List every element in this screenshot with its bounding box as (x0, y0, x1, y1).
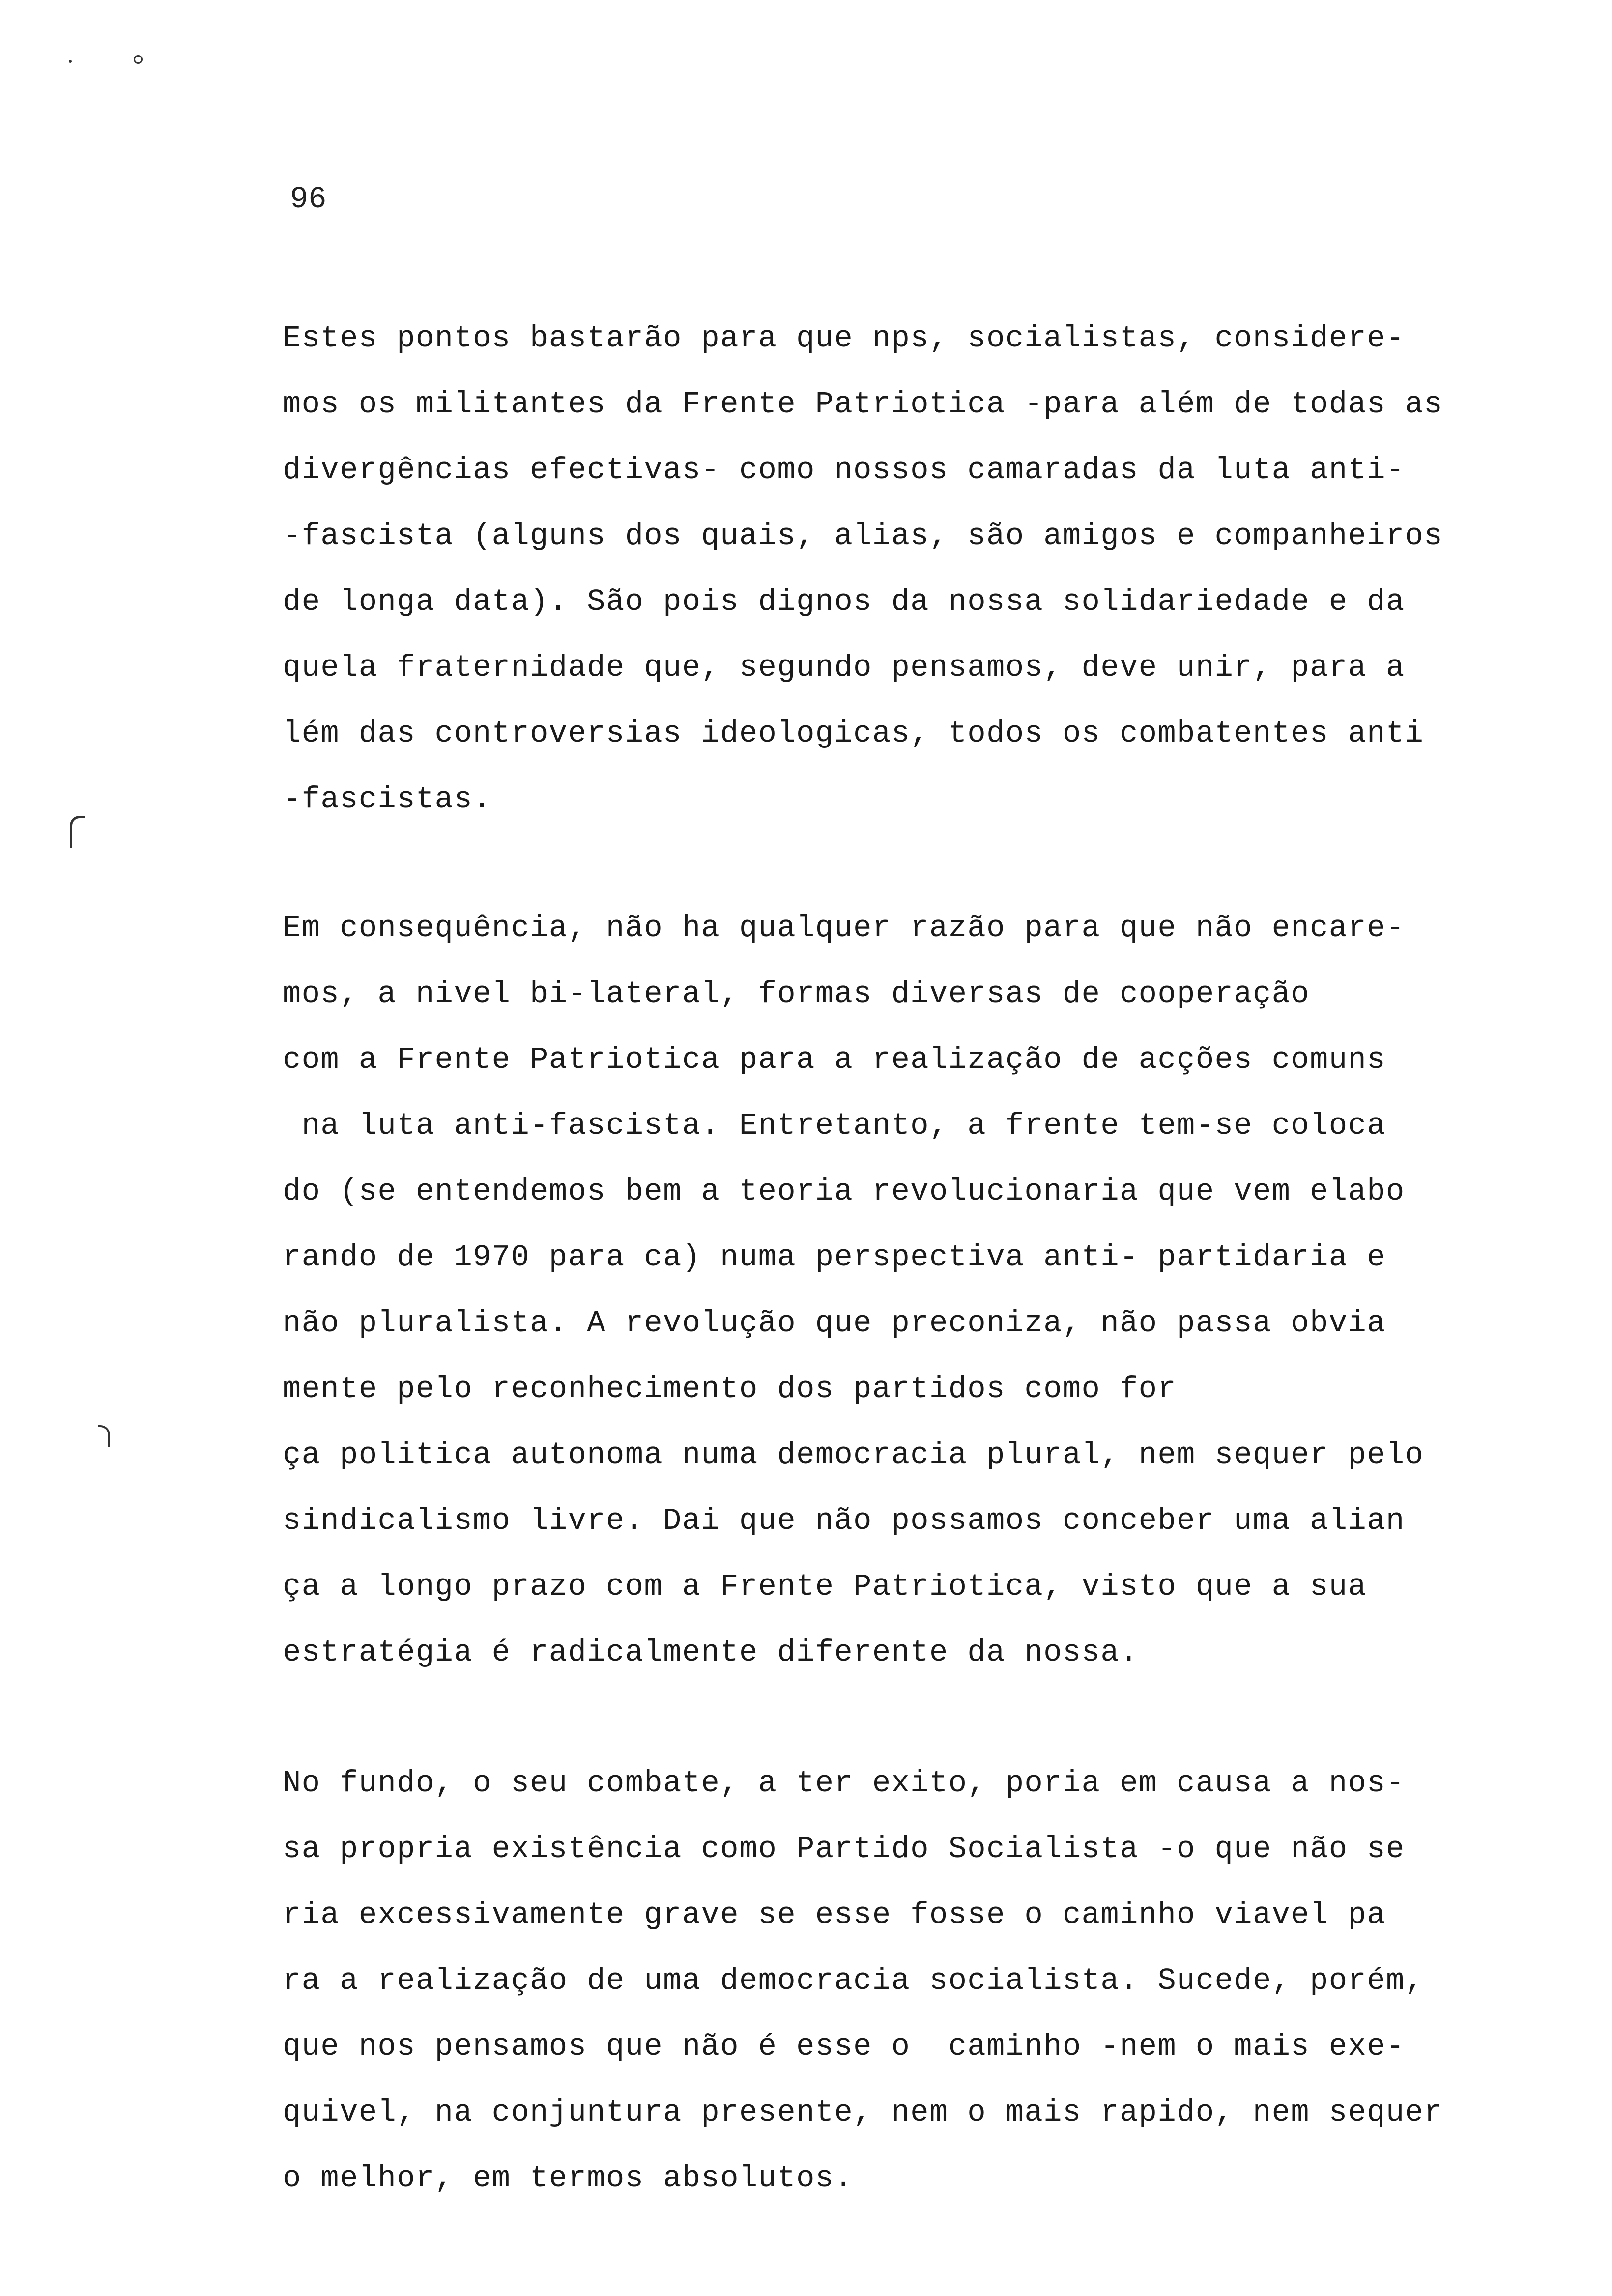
text-line: do (se entendemos bem a teoria revolucionaria que vem elabo (283, 1174, 1405, 1209)
stray-mark-dot (69, 60, 72, 63)
text-line: No fundo, o seu combate, a ter exito, poria em causa a nos- (283, 1766, 1405, 1801)
text-line: ra a realização de uma democracia socialista. Sucede, porém, (283, 1963, 1424, 1998)
paragraph (283, 895, 1492, 1686)
text-line: com a Frente Patriotica para a realização de acções comuns (283, 1042, 1386, 1077)
text-line: -fascistas. (283, 782, 492, 817)
text-line: Estes pontos bastarão para que nps, socialistas, considere- (283, 321, 1405, 356)
text-line: ça politica autonoma numa democracia plural, nem sequer pelo (283, 1437, 1424, 1472)
text-line: mos os militantes da Frente Patriotica -para além de todas as (283, 387, 1443, 422)
text-line: não pluralista. A revolução que preconiza, não passa obvia (283, 1306, 1386, 1341)
text-line: sa propria existência como Partido Socialista -o que não se (283, 1832, 1405, 1866)
text-line: de longa data). São pois dignos da nossa solidariedade e da (283, 584, 1405, 619)
stray-mark-circle (134, 55, 143, 64)
text-line: ria excessivamente grave se esse fosse o caminho viavel pa (283, 1897, 1386, 1932)
page-number: 96 (290, 182, 327, 217)
text-line: rando de 1970 para ca) numa perspectiva anti- partidaria e (283, 1240, 1386, 1275)
text-line: ça a longo prazo com a Frente Patriotica, visto que a sua (283, 1569, 1367, 1604)
text-line: estratégia é radicalmente diferente da nossa. (283, 1635, 1139, 1670)
paragraph (283, 306, 1492, 832)
paragraph (283, 1751, 1492, 2211)
stray-mark-hook (98, 1425, 110, 1447)
text-line: mente pelo reconhecimento dos partidos como for (283, 1372, 1177, 1406)
text-line: -fascista (alguns dos quais, alias, são amigos e companheiros (283, 518, 1443, 553)
text-line: que nos pensamos que não é esse o caminho -nem o mais exe- (283, 2029, 1405, 2064)
text-line: quela fraternidade que, segundo pensamos, deve unir, para a (283, 650, 1405, 685)
text-line: o melhor, em termos absolutos. (283, 2161, 854, 2196)
text-line: sindicalismo livre. Dai que não possamos conceber uma alian (283, 1503, 1405, 1538)
text-line: quivel, na conjuntura presente, nem o mais rapido, nem sequer (283, 2095, 1443, 2130)
text-line: mos, a nivel bi-lateral, formas diversas de cooperação (283, 976, 1310, 1011)
stray-mark-hook (70, 816, 85, 848)
text-line: divergências efectivas- como nossos camaradas da luta anti- (283, 453, 1405, 488)
text-line: na luta anti-fascista. Entretanto, a frente tem-se coloca (283, 1108, 1386, 1143)
text-line: Em consequência, não ha qualquer razão para que não encare- (283, 911, 1405, 946)
text-line: lém das controversias ideologicas, todos os combatentes anti (283, 716, 1424, 751)
